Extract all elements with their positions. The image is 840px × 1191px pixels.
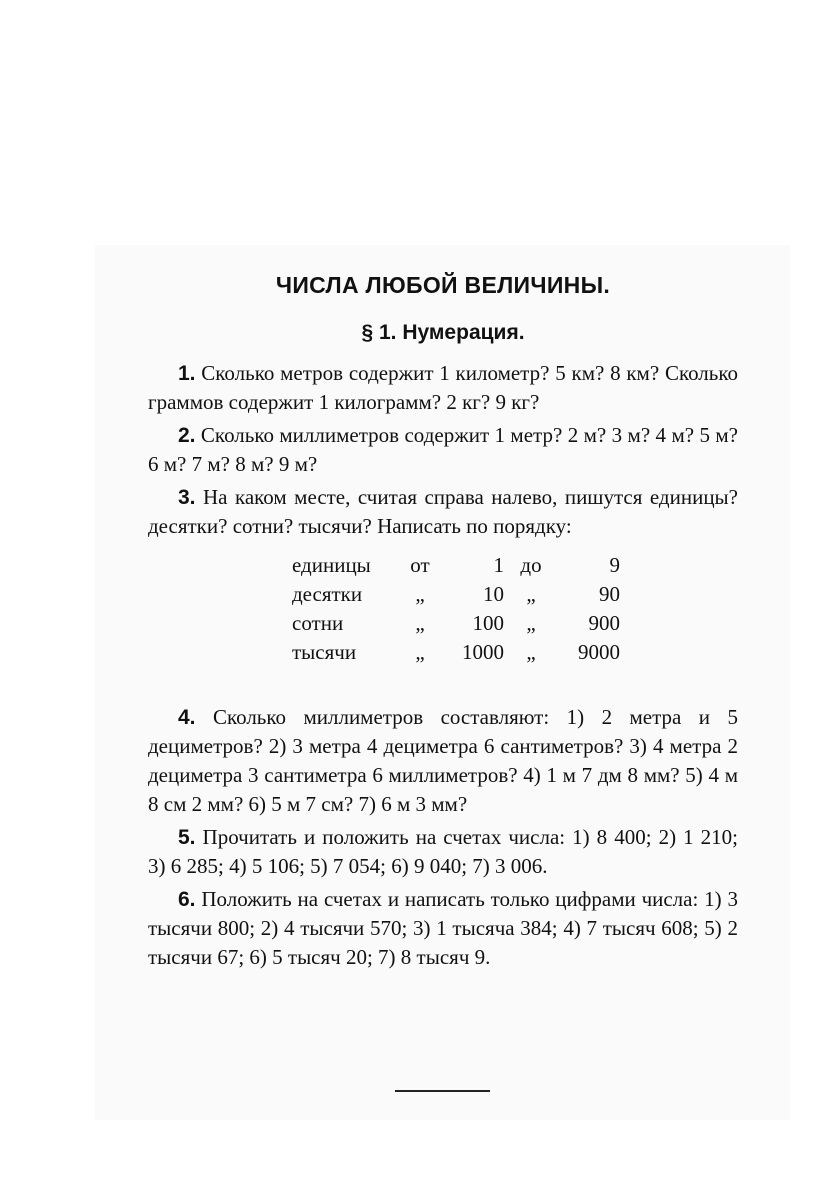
range-high: 90 (599, 582, 620, 606)
range-from-word: „ (415, 582, 425, 606)
range-from-word: от (410, 553, 430, 577)
problem-text: На каком месте, считая справа налево, пишутся единицы? десятки? сотни? тысячи? Написать по порядку: (148, 485, 738, 538)
range-from-word: „ (415, 640, 425, 664)
problem-number: 2. (178, 424, 196, 447)
problem-4 (148, 703, 738, 819)
problem-2 (148, 421, 738, 479)
range-low: 10 (483, 582, 504, 606)
page-content (148, 262, 738, 972)
problem-text: Положить на счетах и написать только цифрами числа: 1) 3 тысячи 800; 2) 4 тысячи 570; 3) 1 тысяча 384; 4) 7 тысяч 608; 5) 2 тысячи 67; 6) 5 тысяч 20; 7) 8 тысяч 9. (148, 887, 738, 969)
problem-number: 4. (178, 706, 196, 729)
table-row (292, 551, 620, 580)
problem-6 (148, 885, 738, 972)
range-low: 1 (493, 553, 504, 577)
range-name: сотни (292, 611, 344, 635)
problem-number: 5. (178, 826, 196, 849)
range-from-word: „ (415, 611, 425, 635)
range-low: 1000 (462, 640, 504, 664)
spacer (148, 667, 738, 689)
problem-text: Сколько миллиметров составляют: 1) 2 метра и 5 дециметров? 2) 3 метра 4 дециметра 6 сантиметров? 3) 4 метра 2 дециметра 3 сантиметра 6 миллиметров? 4) 1 м 7 дм 8 мм? 5) 4 м 8 см 2 мм? 6) 5 м 7 см? 7) 6 м 3 мм? (148, 705, 738, 816)
range-to-word: до (520, 553, 542, 577)
range-to-word: „ (526, 640, 536, 664)
problem-text: Сколько метров содержит 1 километр? 5 км? 8 км? Сколько граммов содержит 1 килограмм? 2 кг? 9 кг? (148, 361, 738, 414)
problem-text: Сколько миллиметров содержит 1 метр? 2 м? 3 м? 4 м? 5 м? 6 м? 7 м? 8 м? 9 м? (148, 423, 738, 476)
range-high: 9000 (578, 640, 620, 664)
range-name: десятки (292, 582, 363, 606)
range-name: единицы (292, 553, 371, 577)
table-row (292, 638, 620, 667)
problem-1 (148, 359, 738, 417)
problem-3 (148, 483, 738, 541)
range-to-word: „ (526, 611, 536, 635)
section-heading: § 1. Нумерация. (361, 321, 525, 344)
range-high: 9 (609, 553, 620, 577)
problem-number: 3. (178, 486, 196, 509)
problem-number: 1. (178, 362, 196, 385)
chapter-title: ЧИСЛА ЛЮБОЙ ВЕЛИЧИНЫ. (275, 272, 611, 298)
table-row (292, 609, 620, 638)
range-high: 900 (588, 611, 620, 635)
place-value-table (292, 551, 620, 667)
section-end-divider (395, 1090, 490, 1092)
table-row (292, 580, 620, 609)
range-low: 100 (472, 611, 504, 635)
range-name: тысячи (292, 640, 357, 664)
problem-text: Прочитать и положить на счетах числа: 1) 8 400; 2) 1 210; 3) 6 285; 4) 5 106; 5) 7 054; 6) 9 040; 7) 3 006. (148, 825, 738, 878)
problem-5 (148, 823, 738, 881)
range-to-word: „ (526, 582, 536, 606)
problem-number: 6. (178, 888, 196, 911)
